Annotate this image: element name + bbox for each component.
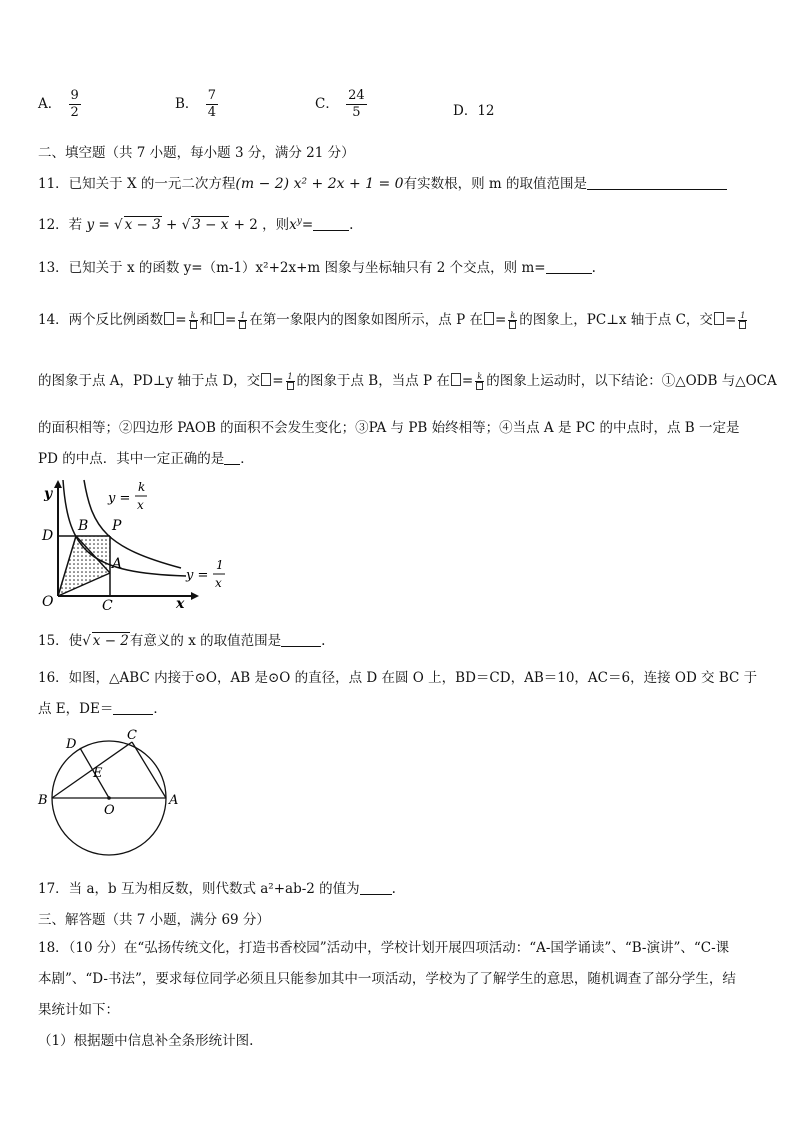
curve-1-label-lhs: y = xyxy=(186,568,209,583)
center-point xyxy=(107,796,111,800)
circle-label-c: C xyxy=(127,728,137,743)
point-a-label: A xyxy=(112,556,123,572)
question-18-line-1: 18．（10 分）在“弘扬传统文化，打造书香校园”活动中，学校计划开展四项活动：“A-国学诵读”、“B-演讲”、“C-课 xyxy=(38,940,730,956)
curve-k-label-num: k xyxy=(138,480,146,494)
circle-label-b: B xyxy=(38,793,48,808)
choice-a-fraction: $\frac{9}{2}$ xyxy=(70,88,79,120)
choice-a-label: A． xyxy=(38,96,62,112)
y-axis-label: y xyxy=(44,486,53,502)
point-b-label: B xyxy=(78,518,89,534)
question-18-line-2: 本剧”、“D-书法”，要求每位同学必须且只能参加其中一项活动，学校为了了解学生的意思，随机调查了部分学生，结 xyxy=(38,971,736,987)
choice-c-fraction: $\frac{24}{5}$ xyxy=(348,88,365,120)
question-14-line-3: 的面积相等；②四边形 PAOB 的面积不会发生变化；③PA 与 PB 始终相等；④当点 A 是 PC 的中点时，点 B 一定是 xyxy=(38,420,740,436)
placeholder-box xyxy=(164,312,174,325)
choice-d xyxy=(453,99,495,119)
choice-b-fraction: $\frac{7}{4}$ xyxy=(207,88,216,120)
question-18-line-3: 果统计如下： xyxy=(38,1002,119,1018)
q16-answer-blank[interactable] xyxy=(113,702,153,715)
q11-answer-blank[interactable] xyxy=(587,177,727,190)
curve-1-label-num: 1 xyxy=(216,558,224,572)
chord-ca xyxy=(132,742,166,798)
q16-circle-figure xyxy=(34,726,184,861)
point-p-label: P xyxy=(112,518,122,534)
choice-d-label: D． xyxy=(453,103,478,119)
question-18-sub-1: （1）根据题中信息补全条形统计图. xyxy=(38,1033,254,1049)
circle-label-e: E xyxy=(93,766,103,781)
point-c-label: C xyxy=(102,598,113,613)
curve-1-label-den: x xyxy=(215,576,222,590)
question-12: 12．若 y = √ x − 3 + √ 3 − x + 2 ，则$x^y=$ . xyxy=(38,216,354,233)
circle-label-d: D xyxy=(66,737,77,752)
q13-answer-blank[interactable] xyxy=(546,261,592,274)
question-17: 17．当 a，b 互为相反数，则代数式 a²+ab-2 的值为 . xyxy=(38,881,396,897)
chord-bc xyxy=(52,742,132,798)
choice-c-label: C． xyxy=(315,96,339,112)
x-axis-arrow xyxy=(191,592,199,600)
section-3-heading: 三、解答题（共 7 小题，满分 69 分） xyxy=(38,912,270,928)
choice-b-label: B． xyxy=(175,96,199,112)
q12-answer-blank[interactable] xyxy=(313,218,349,231)
choice-a xyxy=(38,88,84,121)
q17-answer-blank[interactable] xyxy=(360,882,392,895)
question-16-line-2: 点 E，DE＝ ． xyxy=(38,701,167,717)
origin-label: O xyxy=(42,594,54,610)
question-11: 11．已知关于 X 的一元二次方程(m − 2) x² + 2x + 1 = 0有实数根，则 m 的取值范围是 xyxy=(38,172,727,192)
q11-equation: (m − 2) x² + 2x + 1 = 0 xyxy=(235,176,404,192)
q15-answer-blank[interactable] xyxy=(281,634,321,647)
curve-k-label-den: x xyxy=(137,498,144,512)
sqrt-sign: √ xyxy=(114,217,123,233)
question-14-line-4: PD 的中点．其中一定正确的是 ． xyxy=(38,451,254,467)
choice-d-value: 12 xyxy=(477,103,495,119)
question-14-line-1: 14．两个反比例函数 = k 和 = 1 在第一象限内的图象如图所示，点 P 在 = k 的图象上，PC⊥x 轴于点 C，交 = 1 xyxy=(38,311,746,328)
question-16-line-1: 16．如图，△ABC 内接于⊙O，AB 是⊙O 的直径，点 D 在圆 O 上，BD＝CD，AB＝10，AC＝6，连接 OD 交 BC 于 xyxy=(38,670,758,686)
y-axis-arrow xyxy=(54,480,62,488)
choice-b xyxy=(175,88,221,121)
x-axis-label: x xyxy=(176,596,185,612)
question-14-line-2: 的图象于点 A，PD⊥y 轴于点 D，交 = 1 的图象于点 B，当点 P 在 = k 的图象上运动时，以下结论：①△ODB 与△OCA xyxy=(38,372,777,389)
question-13: 13．已知关于 x 的函数 y=（m-1）x²+2x+m 图象与坐标轴只有 2 个交点，则 m= . xyxy=(38,260,596,276)
choice-c xyxy=(315,88,370,121)
circle-label-o: O xyxy=(104,803,115,818)
circle-label-a: A xyxy=(169,793,179,808)
curve-k-label-lhs: y = xyxy=(108,491,131,506)
q14-graph xyxy=(36,478,236,613)
question-15: 15．使√ x − 2有意义的 x 的取值范围是 . xyxy=(38,633,326,649)
q14-answer-blank[interactable] xyxy=(224,452,240,465)
point-d-label: D xyxy=(42,528,54,544)
section-2-heading: 二、填空题（共 7 小题，每小题 3 分，满分 21 分） xyxy=(38,145,355,161)
